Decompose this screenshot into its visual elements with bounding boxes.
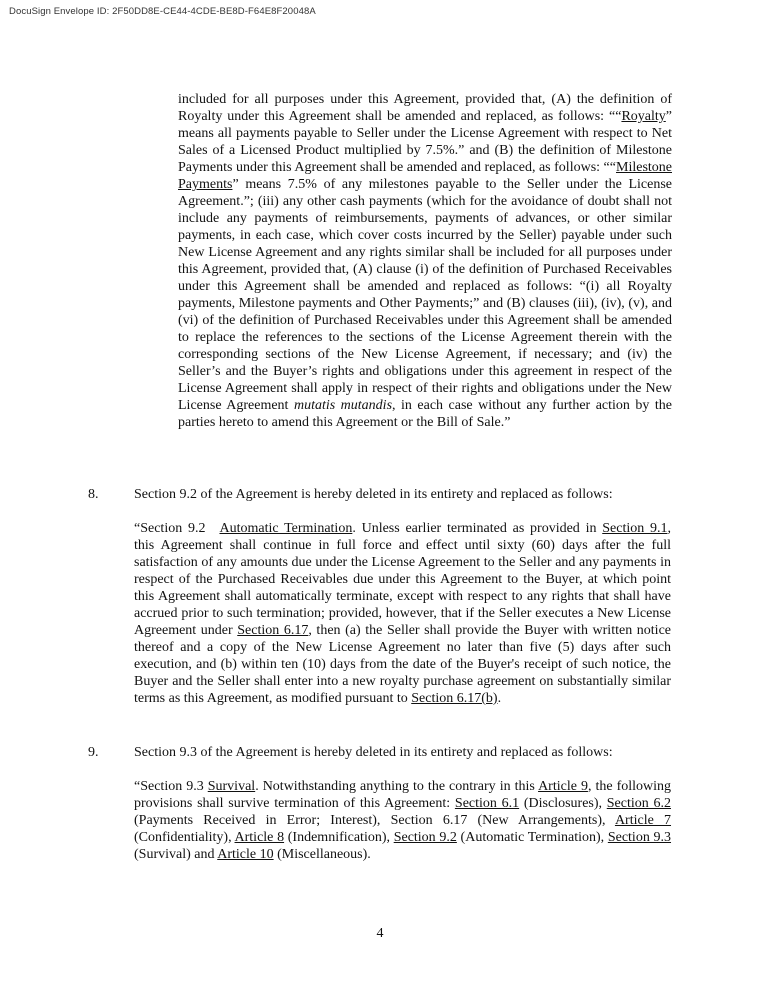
paragraph-text: , in each case without any further action by the parties hereto to amend this Agreement or the Bill of Sale.” xyxy=(178,398,672,430)
paragraph-text: , then (a) the Seller shall provide the Buyer with written notice thereof and a copy of the New License Agreement no later than five (5) days after such execution, and (b) within ten (10) days from the date of the Buyer's receipt of such notice, the Buyer and the Seller shall enter into a new royalty purchase agreement on substantially similar terms as this Agreement, as modified pursuant to xyxy=(134,623,671,706)
section-9-2-paragraph xyxy=(134,520,671,707)
item-number-9: 9. xyxy=(88,745,99,760)
paragraph-text: . Unless earlier terminated as provided in xyxy=(352,521,603,536)
cross-reference: Section 9.1 xyxy=(602,521,668,536)
paragraph-text: , the following provisions shall survive termination of this Agreement: xyxy=(134,779,672,811)
cross-reference: Article 9 xyxy=(538,779,588,794)
italic-phrase: mutatis mutandis xyxy=(293,398,393,413)
paragraph-text: ” means all payments payable to Seller under the License Agreement with respect to Net Sales of a Licensed Product multiplied by 7.5%.” and (B) the definition of Milestone Payments under this Agreement shall be amended and replaced, as follows: ““ xyxy=(178,109,672,175)
item-number-8: 8. xyxy=(88,487,99,502)
cross-reference: Article 7 xyxy=(614,813,672,828)
paragraph-text: (Confidentiality), xyxy=(134,830,235,845)
section-9-3-paragraph xyxy=(134,778,671,863)
paragraph-text: (Miscellaneous). xyxy=(273,847,371,862)
defined-term-royalty: Royalty xyxy=(621,109,666,124)
paragraph-text: , this Agreement shall continue in full force and effect until sixty (60) days after the full satisfaction of any amounts due under the License Agreement to the Seller and any payments in respect of the Purchased Receivables due under this Agreement to the Buyer, at which point this Agreement shall automatically terminate, except with respect to any rights that shall have accrued prior to such termination; provided, however, that if the Seller executes a New License Agreement under xyxy=(134,521,671,638)
cross-reference: Article 8 xyxy=(234,830,285,845)
docusign-envelope-id: DocuSign Envelope ID: 2F50DD8E-CE44-4CDE-BE8D-F64E8F20048A xyxy=(9,6,316,17)
paragraph-text: . xyxy=(497,691,502,706)
paragraph-text: “Section 9.2 xyxy=(134,521,220,536)
cross-reference: Section 6.17(b) xyxy=(411,691,498,706)
paragraph-text: (Payments Received in Error; Interest), Section 6.17 (New Arrangements), xyxy=(134,813,615,828)
section-title: Automatic Termination xyxy=(219,521,353,536)
item-8-heading: Section 9.2 of the Agreement is hereby deleted in its entirety and replaced as follows: xyxy=(134,487,613,502)
page-number: 4 xyxy=(376,926,384,941)
paragraph-text: “Section 9.3 xyxy=(134,779,208,794)
paragraph-text: included for all purposes under this Agreement, provided that, (A) the definition of Royalty under this Agreement shall be amended and replaced, as follows: ““ xyxy=(178,92,672,124)
continued-paragraph xyxy=(178,91,672,431)
defined-term-milestone-payments: Milestone Payments xyxy=(178,160,672,192)
cross-reference: Section 6.17 xyxy=(237,623,309,638)
paragraph-text: (Disclosures), xyxy=(519,796,607,811)
cross-reference: Section 9.2 xyxy=(393,830,457,845)
paragraph-text: (Survival) and xyxy=(134,847,218,862)
cross-reference: Section 6.1 xyxy=(454,796,520,811)
cross-reference: Section 6.2 xyxy=(606,796,671,811)
section-title: Survival xyxy=(207,779,256,794)
cross-reference: Section 9.3 xyxy=(607,830,672,845)
paragraph-text: (Indemnification), xyxy=(284,830,394,845)
item-9-heading: Section 9.3 of the Agreement is hereby deleted in its entirety and replaced as follows: xyxy=(134,745,613,760)
paragraph-text: . Notwithstanding anything to the contrary in this xyxy=(255,779,539,794)
paragraph-text: ” means 7.5% of any milestones payable to the Seller under the License Agreement.”; (iii) any other cash payments (which for the avoidance of doubt shall not include any payments of reimbursements, payments of advances, or other similar payments, in each case, which cover costs incurred by the Seller) payable under such New License Agreement and any rights similar shall be included for all purposes under this Agreement, provided that, (A) clause (i) of the definition of Purchased Receivables under this Agreement shall be amended and replaced as follows: “(i) all Royalty payments, Milestone payments and Other Payments;” and (B) clauses (iii), (iv), (v), and (vi) of the definition of Purchased Receivables under this Agreement shall be amended to replace the references to the sections of the License Agreement therein with the corresponding sections of the New License Agreement, if necessary; and (iv) the Seller’s and the Buyer’s rights and obligations under this agreement in respect of the License Agreement shall apply in respect of their rights and obligations under the New License Agreement xyxy=(178,177,672,413)
cross-reference: Article 10 xyxy=(217,847,274,862)
paragraph-text: (Automatic Termination), xyxy=(456,830,608,845)
